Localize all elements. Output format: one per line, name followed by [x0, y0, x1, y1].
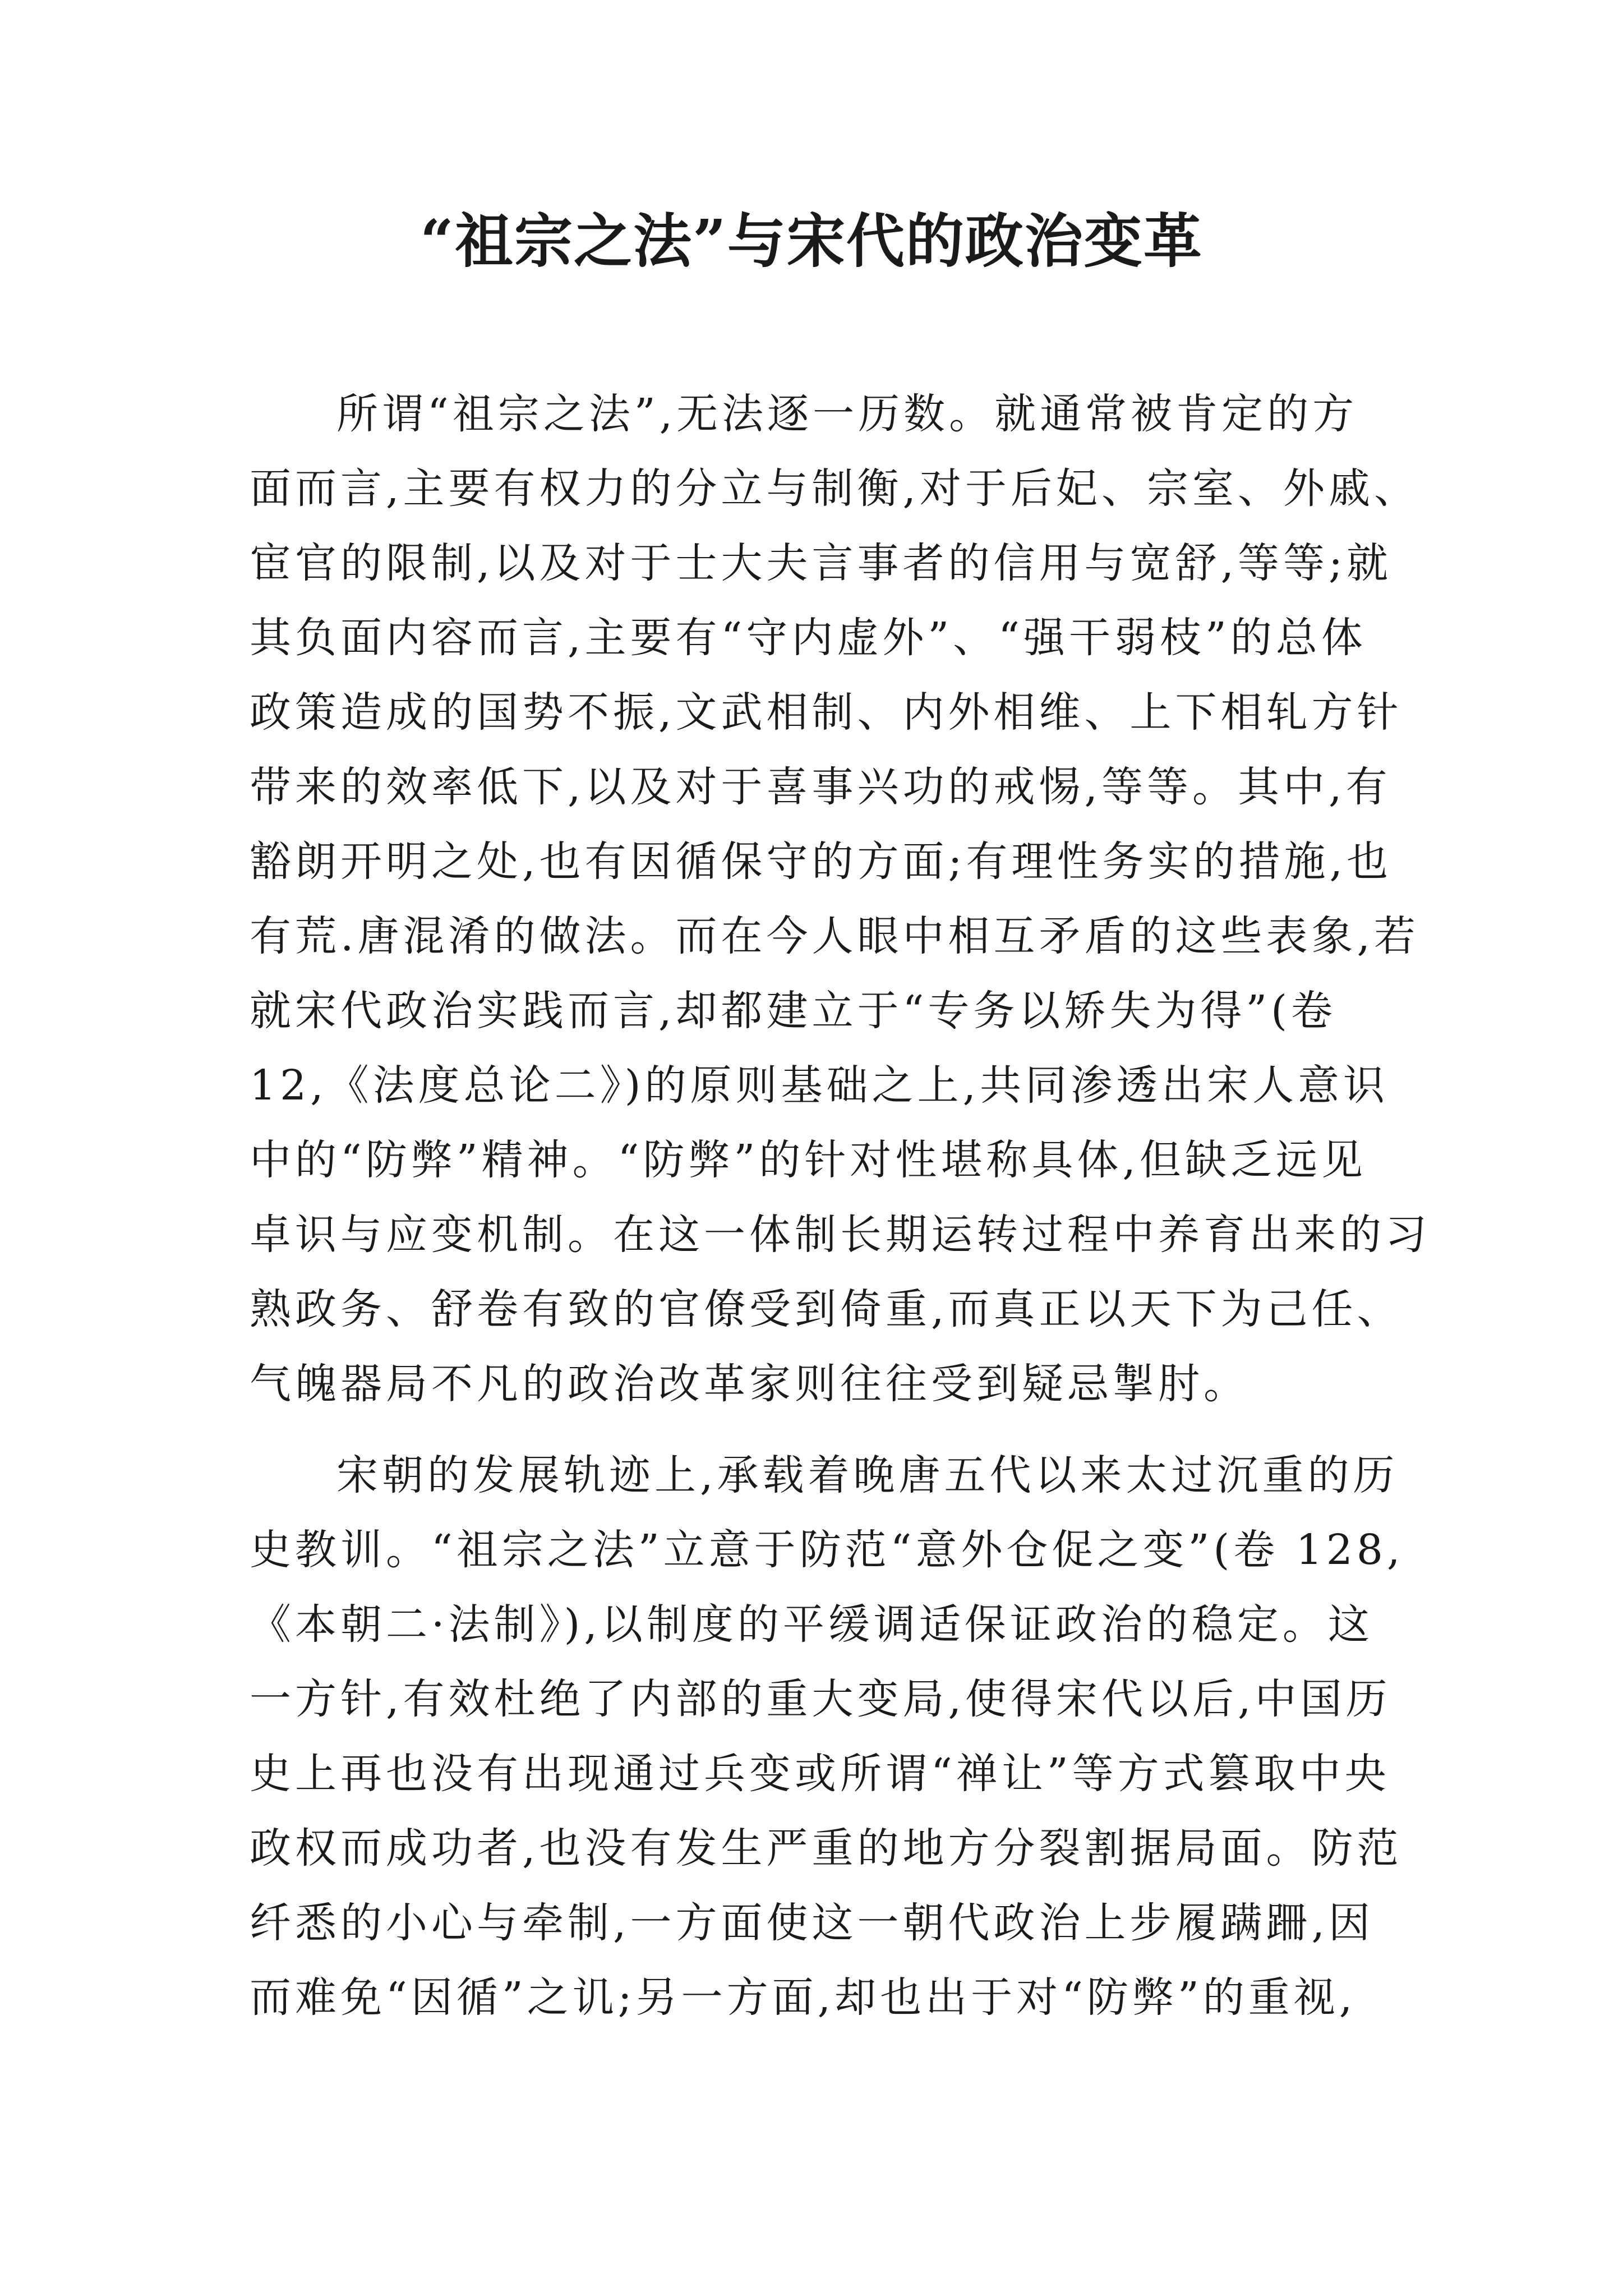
- text-line: 有荒.唐混淆的做法。而在今人眼中相互矛盾的这些表象,若: [250, 912, 1420, 960]
- text-line: 中的“防弊”精神。“防弊”的针对性堪称具体,但缺乏远见: [250, 1136, 1367, 1184]
- text-line: 宦官的限制,以及对于士大夫言事者的信用与宽舒,等等;就: [250, 539, 1392, 587]
- text-line: 面而言,主要有权力的分立与制衡,对于后妃、宗室、外戚、: [250, 464, 1420, 513]
- text-line: 史上再也没有出现通过兵变或所谓“禅让”等方式篡取中央: [250, 1750, 1390, 1798]
- text-line: 豁朗开明之处,也有因循保守的方面;有理性务实的措施,也: [250, 838, 1392, 886]
- text-line: 宋朝的发展轨迹上,承载着晚唐五代以来太过沉重的历: [336, 1451, 1399, 1499]
- text-line: 《本朝二·法制》),以制度的平缓调适保证政治的稳定。这: [250, 1600, 1373, 1649]
- text-line: 就宋代政治实践而言,却都建立于“专务以矫失为得”(卷: [250, 987, 1337, 1035]
- text-line: 而难免“因循”之讥;另一方面,却也出于对“防弊”的重视,: [250, 1973, 1357, 2022]
- text-line: 政权而成功者,也没有发生严重的地方分裂割据局面。防范: [250, 1824, 1403, 1872]
- text-line: 政策造成的国势不振,文武相制、内外相维、上下相轧方针: [250, 688, 1403, 737]
- text-line: 带来的效率低下,以及对于喜事兴功的戒惕,等等。其中,有: [250, 763, 1391, 811]
- text-line: 所谓“祖宗之法”,无法逐一历数。就通常被肯定的方: [336, 390, 1358, 438]
- text-line: 卓识与应变机制。在这一体制长期运转过程中养育出来的习: [250, 1211, 1431, 1259]
- text-line: 气魄器局不凡的政治改革家则往往受到疑忌掣肘。: [250, 1360, 1249, 1408]
- document-title: “祖宗之法”与宋代的政治变革: [420, 206, 1203, 275]
- text-line: 12,《法度总论二》)的原则基础之上,共同渗透出宋人意识: [250, 1061, 1389, 1110]
- text-line: 一方针,有效杜绝了内部的重大变局,使得宋代以后,中国历: [250, 1675, 1391, 1723]
- text-line: 纤悉的小心与牵制,一方面使这一朝代政治上步履蹒跚,因: [250, 1899, 1375, 1947]
- text-line: 其负面内容而言,主要有“守内虚外”、“强干弱枝”的总体: [250, 614, 1367, 662]
- text-line: 史教训。“祖宗之法”立意于防范“意外仓促之变”(卷 128,: [250, 1526, 1404, 1574]
- text-line: 熟政务、舒卷有致的官僚受到倚重,而真正以天下为己任、: [250, 1285, 1403, 1333]
